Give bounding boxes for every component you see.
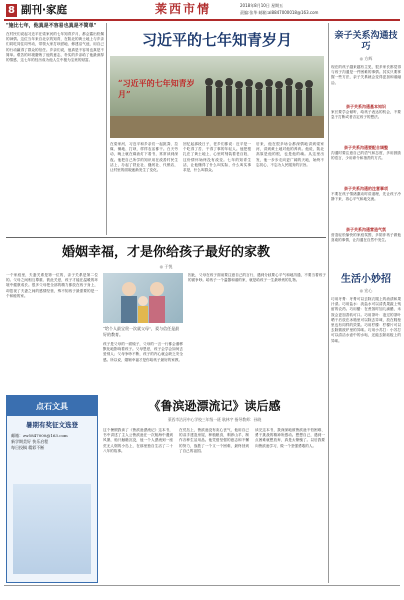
- pull-quote: “给个人最宝贵一次就父母”，爱与信任是最好的教育。: [103, 326, 180, 337]
- book-review-headline: 《鲁滨逊漂流记》读后感: [148, 399, 281, 413]
- header-rule: [4, 19, 400, 21]
- tip-title: 亲子关系沟通的注意事项: [344, 186, 388, 191]
- right-headline: 亲子关系沟通技巧: [334, 31, 398, 52]
- second-headline: 生活小妙招: [341, 274, 391, 285]
- book-review-col2: 在荒岛上，鲁滨逊没有灰心丧气，他用自己的双手建造房屋，种植粮食，驯养山羊，制作各种生活用品。他凭借坚强的意志和不懈的努力，战胜了一个又一个困难，最终回到了自己的祖国。: [179, 428, 249, 453]
- page-header: [0, 0, 404, 20]
- ad-illustration: [13, 484, 91, 574]
- tip-block-2: [331, 145, 401, 183]
- tip-block-1: [331, 104, 401, 142]
- ad-line-2: 新学期美好 快乐启程: [11, 439, 49, 444]
- ad-title: 暑期有奖征文选登: [26, 421, 78, 429]
- book-review-col1: 这个暑假我读了《鲁滨逊漂流记》这本书，书中讲述了主人公鲁滨逊在一次航海中遇到风暴，船只触礁沉没，他一个人漂流到一座荒无人烟的小岛上，在那里独自生活了二十八年的故事。: [103, 428, 173, 453]
- second-body: 巧用牙膏：牙膏可以去除衣服上的油渍和果汁渍。巧用盐水：淡盐水可以清洗果蔬上残留的农药。巧用醋：在煮饭时加几滴醋，米饭会更加香软可口。巧用茶叶：泡过的茶叶晒干后放在冰箱里可以除去异味，放在鞋柜里也有同样的效果。巧用柠檬：柠檬片可以去除微波炉里的异味。巧用小苏打：小苏打可以清洁水壶中的水垢，还能去除砧板上的异味。: [331, 297, 401, 343]
- ad-brand-banner: [7, 396, 97, 416]
- tip-body: 营造轻松愉快的家庭氛围，多陪伴孩子做他喜欢的事情，让沟通在自然中发生。: [331, 233, 401, 243]
- essay-contest-ad: [6, 395, 98, 583]
- tip-title: 亲子关系沟通营造气氛: [346, 227, 386, 232]
- top-left-column: [6, 23, 104, 236]
- middle-byline: ◎ 于悦: [159, 264, 173, 269]
- editor-line: 责编:张华 邮箱:al8847000018@163.com: [240, 10, 319, 15]
- family-photo-illustration: [103, 273, 183, 323]
- page-number-badge: 8: [6, 4, 17, 17]
- feature-body-col1: 在梁家河，习近平和乡亲们一起挑粪、拉煤、锄地、打坝，样样农活都干。白天劳动，晚上就在煤油灯下看书，常常读到深夜。他把自己所学的知识用在改善村民生活上，办起了铁业社、缝纫社、代销店，让村里的面貌逐渐发生了变化。: [110, 142, 178, 173]
- column-headline: "施比七年，他真是不容易也真是不简单": [6, 23, 97, 29]
- book-review-subhead: 莱西市沽河中心学校三年级一班 耿林宇 指导教师：孙晓: [167, 417, 262, 422]
- middle-body-col3: 因此，父母在孩子面前要注意自己的言行，遇到分歧要心平气和地沟通，不要当着孩子的面争吵。给孩子一个温馨和谐的家，就是给孩子一生最珍贵的礼物。: [188, 273, 326, 283]
- right-intro: 现在的孩子越来越有主见，很多家长都觉得与孩子沟通是一件困难的事情。其实只要掌握一些方法，亲子关系就会变得更加和谐融洽。: [331, 65, 401, 85]
- feature-body-col3: 后来，他在很多场合都深情地讲到梁家河，讲到黄土地对他的养育。他说，陕北高原是他的根，也是他的魂。从这里出发，他一步步走向更广阔的天地，始终不忘初心，不忘为人民服务的宗旨。: [256, 142, 324, 167]
- feature-photo: [110, 56, 324, 138]
- section-title: 副刊·家庭: [21, 4, 67, 16]
- tip-block-4: [331, 227, 401, 265]
- ad-brand: 点石文具: [36, 401, 68, 411]
- date-line: 2018年8月10日 星期五: [240, 3, 284, 8]
- tip-block-3: [331, 186, 401, 224]
- middle-photo: [103, 273, 183, 323]
- right-column: [331, 23, 401, 581]
- ad-line-1: 邮箱：zw5847000@163.com: [11, 433, 68, 438]
- masthead-logo: 莱西市情: [155, 2, 212, 16]
- middle-headline: 婚姻幸福，才是你给孩子最好的家教: [61, 245, 270, 260]
- right-byline: ◎ 方辉: [359, 56, 373, 61]
- tip-title: 亲子关系沟通基本知识: [346, 104, 386, 109]
- column-divider: [106, 23, 107, 235]
- right-column-divider: [328, 23, 329, 583]
- ad-line-3: 每日投稿 精彩不断: [11, 445, 45, 450]
- tip-body: 沟通时要注意自己的语气和态度，多用鼓励的语言，少用命令和指责的方式。: [331, 151, 401, 161]
- middle-body-col1: 一个家庭里，夫妻关系是第一位的，亲子关系是第二位的。父母之间相互尊重、彼此关爱，孩子才能在温暖的环境中健康成长。很多父母把全部的精力都放在孩子身上，却忽视了夫妻之间的感情经营，殊不知孩子最需要的是一个和睦的家。: [6, 273, 98, 298]
- tip-body: 不要在孩子情绪激动时讲道理，先让孩子冷静下来，再心平气和地交流。: [331, 192, 401, 202]
- tip-title: 亲子关系沟通要配合调整: [344, 145, 388, 150]
- second-byline: ◎ 宏心: [359, 288, 373, 293]
- book-review-col3: 读完这本书，我深深地被鲁滨逊不怕困难、勇于挑战的精神所感动。想想自己，遇到一点困难就想放弃，真是太惭愧了。以后我要向鲁滨逊学习，做一个坚强勇敢的人。: [255, 428, 325, 448]
- feature-headline: 习近平的七年知青岁月: [141, 31, 292, 49]
- column-body: 在村民们说起习近平在梁家河的七年知青岁月，都会露出钦佩的神情。这位当年来自北京的知青，在陕北的黄土地上与乡亲们同吃同住同劳动，带领大家打坝淤地、修建沼气池，用自己的行动赢得了群众的信任。乡亲们说，他真是不容易也真是不简单。艰苦的环境磨炼了他的意志，朴实的乡亲给了他最深厚的情感，这七年的经历成为他人生中极为宝贵的财富。: [6, 32, 104, 63]
- footer-rule: [4, 585, 400, 586]
- middle-body-col2: 孩子是父母的一面镜子，父母的一言一行都会潜移默化地影响着孩子。父母恩爱，孩子会学会如何去爱别人；父母争吵不断，孩子的内心就会缺乏安全感。所以说，婚姻幸福才是你给孩子最好的家教。: [103, 342, 183, 362]
- middle-rule: [6, 237, 326, 238]
- photo-title: “习近平的七年知青岁月”: [118, 78, 195, 99]
- tip-body: 家长要学会倾听，给孩子表达的机会，不要急于打断或者否定孩子的想法。: [331, 110, 401, 120]
- feature-body-col2: 回忆起那段日子，老乡们都说：近平是一个吃得了苦、干得了事的年轻人。他把根扎在了黄土地上，心里时刻装着老百姓，这份情怀始终没有改变。七年的知青生活，让他懂得了什么叫实际，什么叫实事求是，什么叫群众。: [183, 142, 251, 173]
